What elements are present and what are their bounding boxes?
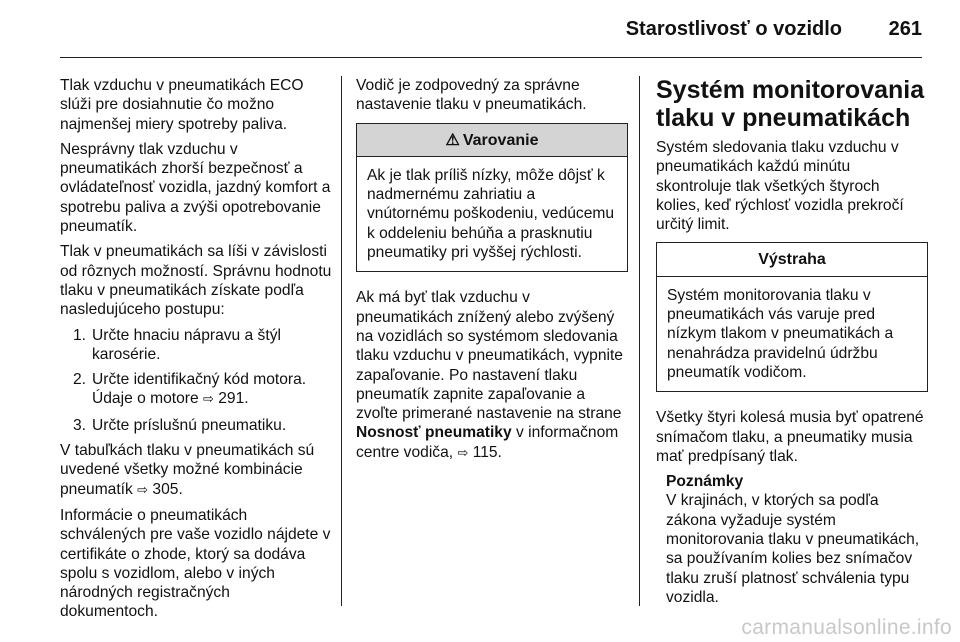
page-number: 261 [888,18,922,40]
paragraph: Informácie o pneumatikách schválených pre vaše vozidlo nájdete v certifikáte o zhode, ktorý sa dodáva spolu s vozidlom, alebo v iných národných registračných dokumentoch. [60,506,331,621]
steps-list [60,326,332,435]
warning-title: Varovanie [462,131,539,149]
header-title: Starostlivosť o vozidlo [625,18,842,40]
column-3 [656,76,928,607]
paragraph: Všetky štyri kolesá musia byť opatrené snímačom tlaku, a pneumatiky musia mať predpísaný tlak. [656,409,924,465]
paragraph: Nesprávny tlak vzduchu v pneumatikách zhorší bezpečnosť a ovládateľnosť vozidla, jazdný komfort a spotrebu paliva a zvýši opotrebovanie pneumatík. [60,140,331,236]
watermark: carmanualsonline.info [741,616,952,639]
paragraph: Vodič je zodpovedný za správne nastavenie tlaku v pneumatikách. [356,77,587,114]
column-1 [60,76,332,628]
caution-header: Výstraha [657,243,927,276]
list-item [60,370,332,410]
step-text: Určte identifikačný kód motora. Údaje o motore [92,371,307,408]
paragraph: Tlak vzduchu v pneumatikách ECO slúži pre dosiahnutie čo možno najmenšej miery spotreby paliva. [60,77,304,133]
warning-triangle-icon: ⚠ [445,131,460,149]
paragraph [356,288,628,463]
paragraph: Systém sledovania tlaku vzduchu v pneumatikách každú minútu skontroluje tlak všetkých štyroch kolies, keď rýchlosť vozidla prekročí určitý limit. [656,139,904,234]
note-title: Poznámky [666,473,744,491]
column-2 [356,76,628,469]
header-rule [60,57,922,58]
reference-arrow-icon: ⇨ [202,392,214,408]
caution-box [656,242,928,392]
page-reference-link[interactable]: 305. [152,480,183,498]
step-number: 2. [72,371,86,389]
paragraph-text: Ak má byť tlak vzduchu v pneumatikách znížený alebo zvýšený na vozidlách so systémom sledovania tlaku vzduchu v pneumatikách, vypnite zapaľovanie. Po nastavení tlaku pneumatík zapnite zapaľovanie a zvoľte primerané nastavenie na strane [356,289,623,423]
warning-header [357,124,627,157]
step-text: Určte hnaciu nápravu a štýl karosérie. [92,326,281,363]
paragraph-text: V tabuľkách tlaku v pneumatikách sú uvedené všetky možné kombinácie pneumatík [60,442,315,498]
reference-arrow-icon: ⇨ [457,445,469,461]
step-number: 1. [72,326,86,344]
step-number: 3. [72,416,86,434]
caution-text: Systém monitorovania tlaku v pneumatikách vás varuje pred nízkym tlakom v pneumatikách a nenahrádza pravidelnú údržbu pneumatík vodičom. [667,286,894,381]
note-block [656,472,928,607]
list-item [60,326,332,365]
note-text: V krajinách, v ktorých sa podľa zákona vyžaduje systém monitorovania tlaku v pneumatikách, sa používaním kolies bez snímačov tlaku zruší platnosť schválenia typu vozidla. [666,492,920,606]
column-divider [341,76,342,606]
column-divider [639,76,640,606]
paragraph-text: v informačnom centre vodiča, [356,424,619,461]
paragraph [60,441,332,500]
page-reference-link[interactable]: 291. [218,390,249,408]
menu-setting-name: Nosnosť pneumatiky [356,424,512,442]
step-text: Určte príslušnú pneumatiku. [92,416,287,434]
section-title: Systém monitorovania tlaku v pneumatikách [656,76,925,132]
warning-box [356,123,628,273]
paragraph: Tlak v pneumatikách sa líši v závislosti od rôznych možností. Správnu hodnotu tlaku v pneumatikách získate podľa nasledujúceho postupu: [60,243,332,319]
page-reference-link[interactable]: 115. [472,443,502,461]
warning-text: Ak je tlak príliš nízky, môže dôjsť k nadmernému zahriatiu a vnútornému poškodeniu, vedúcemu k oddeleniu behúňa a prasknutiu pneumatiky pri vyššej rýchlosti. [367,166,615,262]
reference-arrow-icon: ⇨ [137,482,149,498]
list-item [60,416,332,435]
